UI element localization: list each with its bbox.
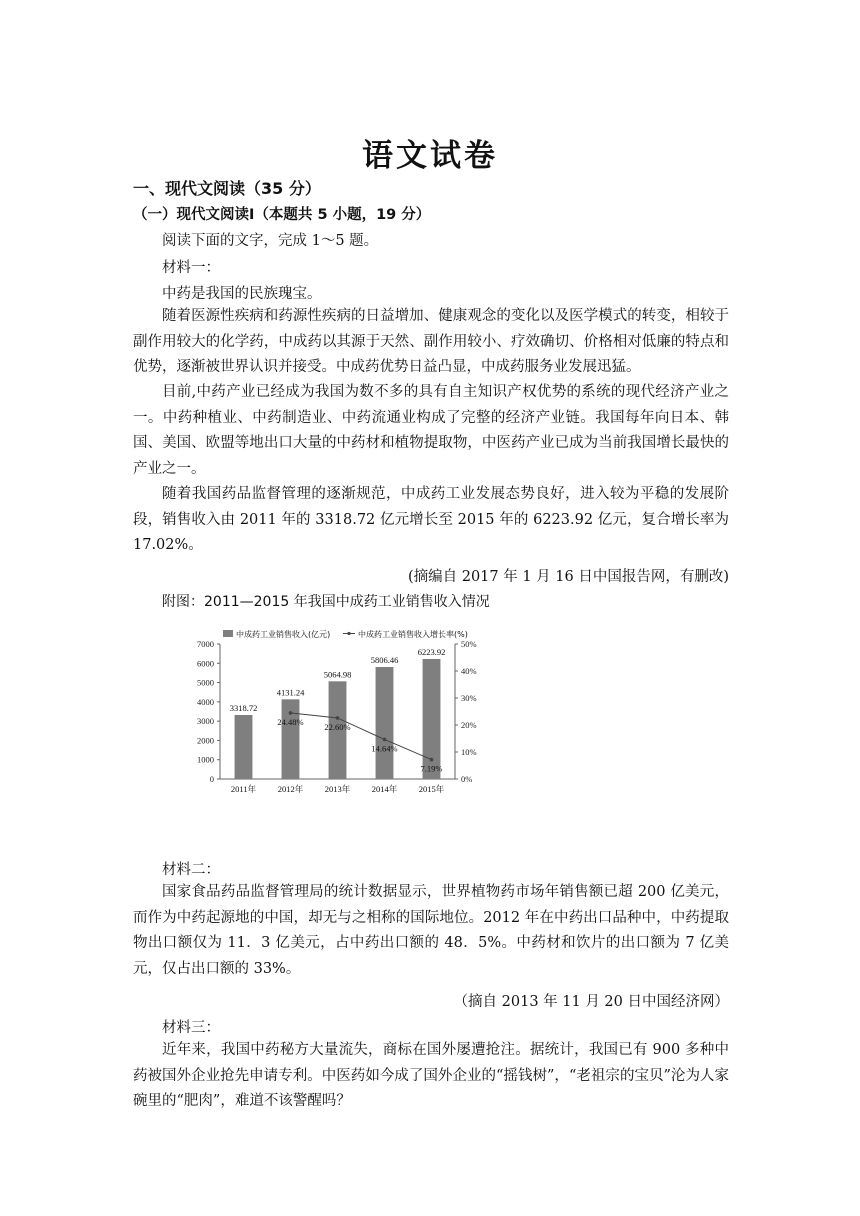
left-tick-label: 4000 (197, 696, 214, 707)
left-tick-label: 3000 (197, 716, 214, 727)
material3-label: 材料三： (162, 1020, 220, 1036)
left-tick-label: 0 (209, 774, 214, 784)
right-tick-label: 40% (461, 666, 477, 676)
right-tick-label: 30% (461, 693, 477, 703)
growth-rate-point (430, 758, 434, 762)
bar-value-label: 5064.98 (323, 669, 352, 680)
material2-source: （摘自 2013 年 11 月 20 日中国经济网） (453, 994, 729, 1010)
material1-paragraph-3: 目前,中药产业已经成为我国为数不多的具有自主知识产权优势的系统的现代经济产业之一。中药种植业、中药制造业、中药流通业构成了完整的经济产业链。我国每年向日本、韩国、美国、欧盟等地出口大量的中药材和植物提取物，中医药产业已成为当前我国增长最快的产业之一。 (133, 384, 729, 477)
left-tick-label: 1000 (197, 754, 214, 765)
bar-value-label: 4131.24 (276, 687, 305, 698)
bar-value-label: 3318.72 (229, 702, 258, 713)
material3-paragraph: 近年来，我国中药秘方大量流失，商标在国外屡遭抢注。据统计，我国已有 900 多种中药被国外企业抢先申请专利。中医药如今成了国外企业的“摇钱树”，“老祖宗的宝贝”沦为人家碗里的“肥肉”，难道不该警醒吗？ (133, 1042, 729, 1109)
growth-rate-label: 14.64% (371, 743, 398, 754)
growth-rate-label: 7.19% (420, 763, 443, 774)
bar (235, 715, 253, 779)
legend-line-label: 中成药工业销售收入增长率(%) (358, 630, 468, 639)
growth-rate-point (336, 716, 340, 720)
right-tick-label: 0% (461, 774, 473, 784)
x-tick-label: 2014年 (371, 784, 398, 794)
sales-revenue-chart (185, 620, 485, 802)
right-tick-label: 10% (461, 747, 477, 757)
material2-label: 材料二： (162, 862, 220, 878)
x-tick-label: 2015年 (418, 784, 445, 794)
material1-label: 材料一： (162, 260, 220, 276)
growth-rate-point (383, 738, 387, 742)
instruction-text: 阅读下面的文字，完成 1～5 题。 (162, 233, 379, 249)
right-tick-label: 50% (461, 639, 477, 649)
x-tick-label: 2013年 (324, 784, 351, 794)
material1-paragraph-1: 中药是我国的民族瑰宝。 (162, 286, 322, 302)
left-tick-label: 6000 (197, 658, 214, 669)
material1-paragraph-4: 随着我国药品监督管理的逐渐规范，中成药工业发展态势良好，进入较为平稳的发展阶段，销售收入由 2011 年的 3318.72 亿元增长至 2015 年的 6223.92 亿元，复合增长率为 17.02%。 (133, 486, 729, 553)
bar (376, 667, 394, 779)
growth-rate-label: 24.48% (277, 716, 304, 727)
bar-value-label: 5806.46 (370, 655, 399, 666)
growth-rate-label: 22.60% (324, 721, 351, 732)
x-tick-label: 2011年 (230, 784, 257, 794)
material1-paragraph-2: 随着医源性疾病和药源性疾病的日益增加、健康观念的变化以及医学模式的转变，相较于副作用较大的化学药，中成药以其源于天然、副作用较小、疗效确切、价格相对低廉的特点和优势，逐渐被世界认识并接受。中成药优势日益凸显，中成药服务业发展迅猛。 (133, 308, 729, 375)
subsection-heading: （一）现代文阅读Ⅰ（本题共 5 小题，19 分） (133, 207, 431, 223)
left-tick-label: 7000 (197, 639, 214, 649)
left-tick-label: 5000 (197, 677, 214, 688)
x-tick-label: 2012年 (277, 784, 304, 794)
material1-source: (摘编自 2017 年 1 月 16 日中国报告网，有删改) (407, 569, 729, 585)
section-heading: 一、现代文阅读（35 分） (133, 179, 321, 198)
left-tick-label: 2000 (197, 735, 214, 746)
material2-paragraph: 国家食品药品监督管理局的统计数据显示，世界植物药市场年销售额已超 200 亿美元，而作为中药起源地的中国，却无与之相称的国际地位。2012 年在中药出口品种中，中药提取物出口额仅为 11．3 亿美元，占中药出口额的 48．5%。中药材和饮片的出口额为 7 亿美元，仅占出口额的 33%。 (133, 884, 729, 977)
page-title: 语文试卷 (362, 138, 498, 174)
legend-bar-swatch (223, 630, 233, 637)
legend-line-marker (347, 632, 350, 635)
growth-rate-line (291, 713, 432, 760)
figure-caption: 附图：2011—2015 年我国中成药工业销售收入情况 (162, 594, 490, 610)
legend-bar-label: 中成药工业销售收入(亿元) (236, 630, 331, 639)
right-tick-label: 20% (461, 720, 477, 730)
bar-value-label: 6223.92 (417, 646, 446, 657)
growth-rate-point (289, 711, 293, 715)
